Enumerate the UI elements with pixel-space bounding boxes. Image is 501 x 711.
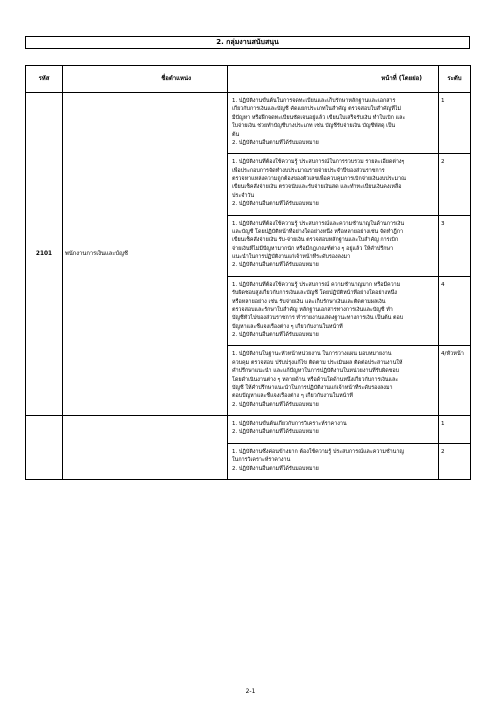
duty-line: 2. ปฏิบัติงานอื่นตามที่ได้รับมอบหมาย — [232, 262, 319, 269]
table-row — [26, 93, 471, 154]
duty-line: 1. ปฏิบัติงานในฐานะหัวหน้าหน่วยงาน ในการวางแผน มอบหมายงาน — [232, 351, 392, 358]
level-cell: 2 — [439, 443, 471, 479]
level-cell: 2 — [439, 154, 471, 215]
duty-line: 2. ปฏิบัติงานอื่นตามที่ได้รับมอบหมาย — [232, 465, 319, 472]
duty-line: 2. ปฏิบัติงานอื่นตามที่ได้รับมอบหมาย — [232, 332, 319, 338]
duty-line: 1. ปฏิบัติงานซึ่งค่อนข้างยาก ต้องใช้ความรู้ ประสบการณ์และความชำนาญ — [232, 448, 404, 455]
section-title: 2. กลุ่มงานสนับสนุน — [25, 36, 470, 49]
duty-line: โดยดำเนินงานต่าง ๆ หลายด้าน หรือด้านใดด้านหนึ่งเกี่ยวกับการเงินและ — [232, 376, 399, 383]
duty-line: บัญชีทั่วไปของส่วนราชการ ทำรายงานแสดงฐานะทางการเงิน เป็นต้น ตอบ — [232, 315, 404, 322]
duty-line: แนะนำในการปฏิบัติงานแก่เจ้าหน้าที่ระดับรองลงมา — [232, 254, 351, 260]
duty-line: จ่ายเงินที่ไม่มีปัญหามากนัก หรือมีกฎเกณฑ์ต่าง ๆ อยู่แล้ว ให้คำปรึกษา — [232, 245, 394, 252]
duty-description — [228, 93, 439, 154]
header-code: รหัส — [26, 66, 63, 93]
duty-description — [228, 416, 439, 444]
duty-line: 1. ปฏิบัติงานขั้นต้นในการจดทะเบียนและเก็บรักษาหลักฐานและเอกสาร — [232, 98, 396, 104]
duty-line: 2. ปฏิบัติงานอื่นตามที่ได้รับมอบหมาย — [232, 401, 319, 408]
duty-line: และบัญชี โดยปฏิบัติหน้าที่อย่างใดอย่างหนึ่ง หรือหลายอย่างเช่น จัดทำฎีกา — [232, 228, 404, 235]
duty-line: ปัญหาและชี้แจงเรื่องต่าง ๆ เกี่ยวกับงานในหน้าที่ — [232, 323, 343, 330]
duty-line: รับผิดชอบสูงเกี่ยวกับการเงินและบัญชี โดยปฏิบัติหน้าที่อย่างใดอย่างหนึ่ง — [232, 290, 398, 297]
page-number: 2-1 — [245, 688, 256, 695]
position-table — [25, 65, 471, 480]
duty-line: ตรวจสอบและรักษาใบสำคัญ หลักฐานเอกสารทางการเงินและบัญชี ทำ — [232, 306, 393, 313]
level-cell: 1 — [439, 93, 471, 154]
duty-line: ประจำวัน — [232, 192, 255, 199]
duty-line: ตรวจหาแหล่งความถูกต้องของตัวเลขเพื่อควบคุมการเบิกจ่ายเงินงบประมาณ — [232, 176, 407, 182]
duty-line: คำปรึกษาแนะนำ และแก้ปัญหาในการปฏิบัติงานในหน่วยงานที่รับผิดชอบ — [232, 368, 400, 375]
table-header-row — [26, 66, 471, 93]
group1-rows — [26, 93, 471, 416]
duty-line: 1. ปฏิบัติงานที่ต้องใช้ความรู้ ประสบการณ์ ความชำนาญมาก หรือมีความ — [232, 281, 401, 288]
duty-description — [228, 443, 439, 479]
duty-line: ควบคุม ตรวจสอบ ปรับปรุงแก้ไข ติดตาม ประเมินผล ติดต่อประสานงานให้ — [232, 359, 403, 366]
position-name: พนักงานการเงินและบัญชี — [63, 93, 228, 416]
duty-line: เพื่อประกอบการจัดทำงบประมาณรายจ่ายประจำปีของส่วนราชการ — [232, 167, 385, 174]
duty-line: ใบจ่ายเงิน ช่วยทำบัญชีบางประเภท เช่น บัญชีรับจ่ายเงิน บัญชีพัสดุ เป็น — [232, 123, 396, 130]
duty-line: หรือหลายอย่าง เช่น รับจ่ายเงิน และเก็บรักษาเงินและติดตามผลเงิน — [232, 298, 386, 305]
duty-line: 1. ปฏิบัติงานที่ต้องใช้ความรู้ ประสบการณ์ในการรวบรวม รายละเอียดต่างๆ — [232, 159, 405, 166]
level-cell: 4/หัวหน้า — [439, 346, 471, 416]
header-level: ระดับ — [439, 66, 471, 93]
duty-line: เขียนเช็คสั่งจ่ายเงิน รับ-จ่ายเงิน ตรวจสอบหลักฐานและใบสำคัญ การเบิก — [232, 237, 399, 244]
level-cell: 4 — [439, 276, 471, 346]
position-name — [63, 416, 228, 480]
duty-line: ตอบปัญหาและชี้แจงเรื่องต่าง ๆ เกี่ยวกับงานในหน้าที่ — [232, 393, 353, 400]
duty-line: 2. ปฏิบัติงานอื่นตามที่ได้รับมอบหมาย — [232, 139, 319, 146]
duty-line: บัญชี ให้คำปรึกษาแนะนำในการปฏิบัติงานแก่เจ้าหน้าที่ระดับรองลงมา — [232, 384, 393, 391]
duty-description — [228, 215, 439, 276]
duty-description — [228, 276, 439, 346]
position-code: 2101 — [26, 93, 63, 416]
level-cell: 3 — [439, 215, 471, 276]
duty-line: 1. ปฏิบัติงานขั้นต้นเกี่ยวกับการวิเคราะห์ราคางาน — [232, 421, 347, 427]
duty-line: 2. ปฏิบัติงานอื่นตามที่ได้รับมอบหมาย — [232, 201, 319, 208]
duty-line: ในการวิเคราะห์ราคางาน — [232, 457, 291, 464]
duty-line: 1. ปฏิบัติงานที่ต้องใช้ความรู้ ประสบการณ์และความชำนาญในด้านการเงิน — [232, 220, 405, 227]
duty-line: เกี่ยวกับการเงินและบัญชี คัดแยกประเภทในสำคัญ ตรวจสอบใบสำคัญที่ไม่ — [232, 106, 402, 113]
duty-line: เขียนเช็คสั่งจ่ายเงิน ตรวจนับและรับจ่ายเงินสด และทำทะเบียนเงินคงเหลือ — [232, 184, 402, 191]
header-duties: หน้าที่ (โดยย่อ) — [228, 66, 439, 93]
group2-rows — [26, 416, 471, 480]
duty-line: มีปัญหา หรือฝึกจดทะเบียนชัดเจนอยู่แล้ว เขียนใบเสร็จรับเงิน ทำใบเบิก และ — [232, 114, 406, 121]
duty-description — [228, 346, 439, 416]
level-cell: 1 — [439, 416, 471, 444]
table-row — [26, 416, 471, 444]
duty-description — [228, 154, 439, 215]
duty-line: ต้น — [232, 131, 240, 138]
position-code — [26, 416, 63, 480]
duty-line: 2. ปฏิบัติงานอื่นตามที่ได้รับมอบหมาย — [232, 429, 319, 436]
header-position: ชื่อตำแหน่ง — [63, 66, 228, 93]
